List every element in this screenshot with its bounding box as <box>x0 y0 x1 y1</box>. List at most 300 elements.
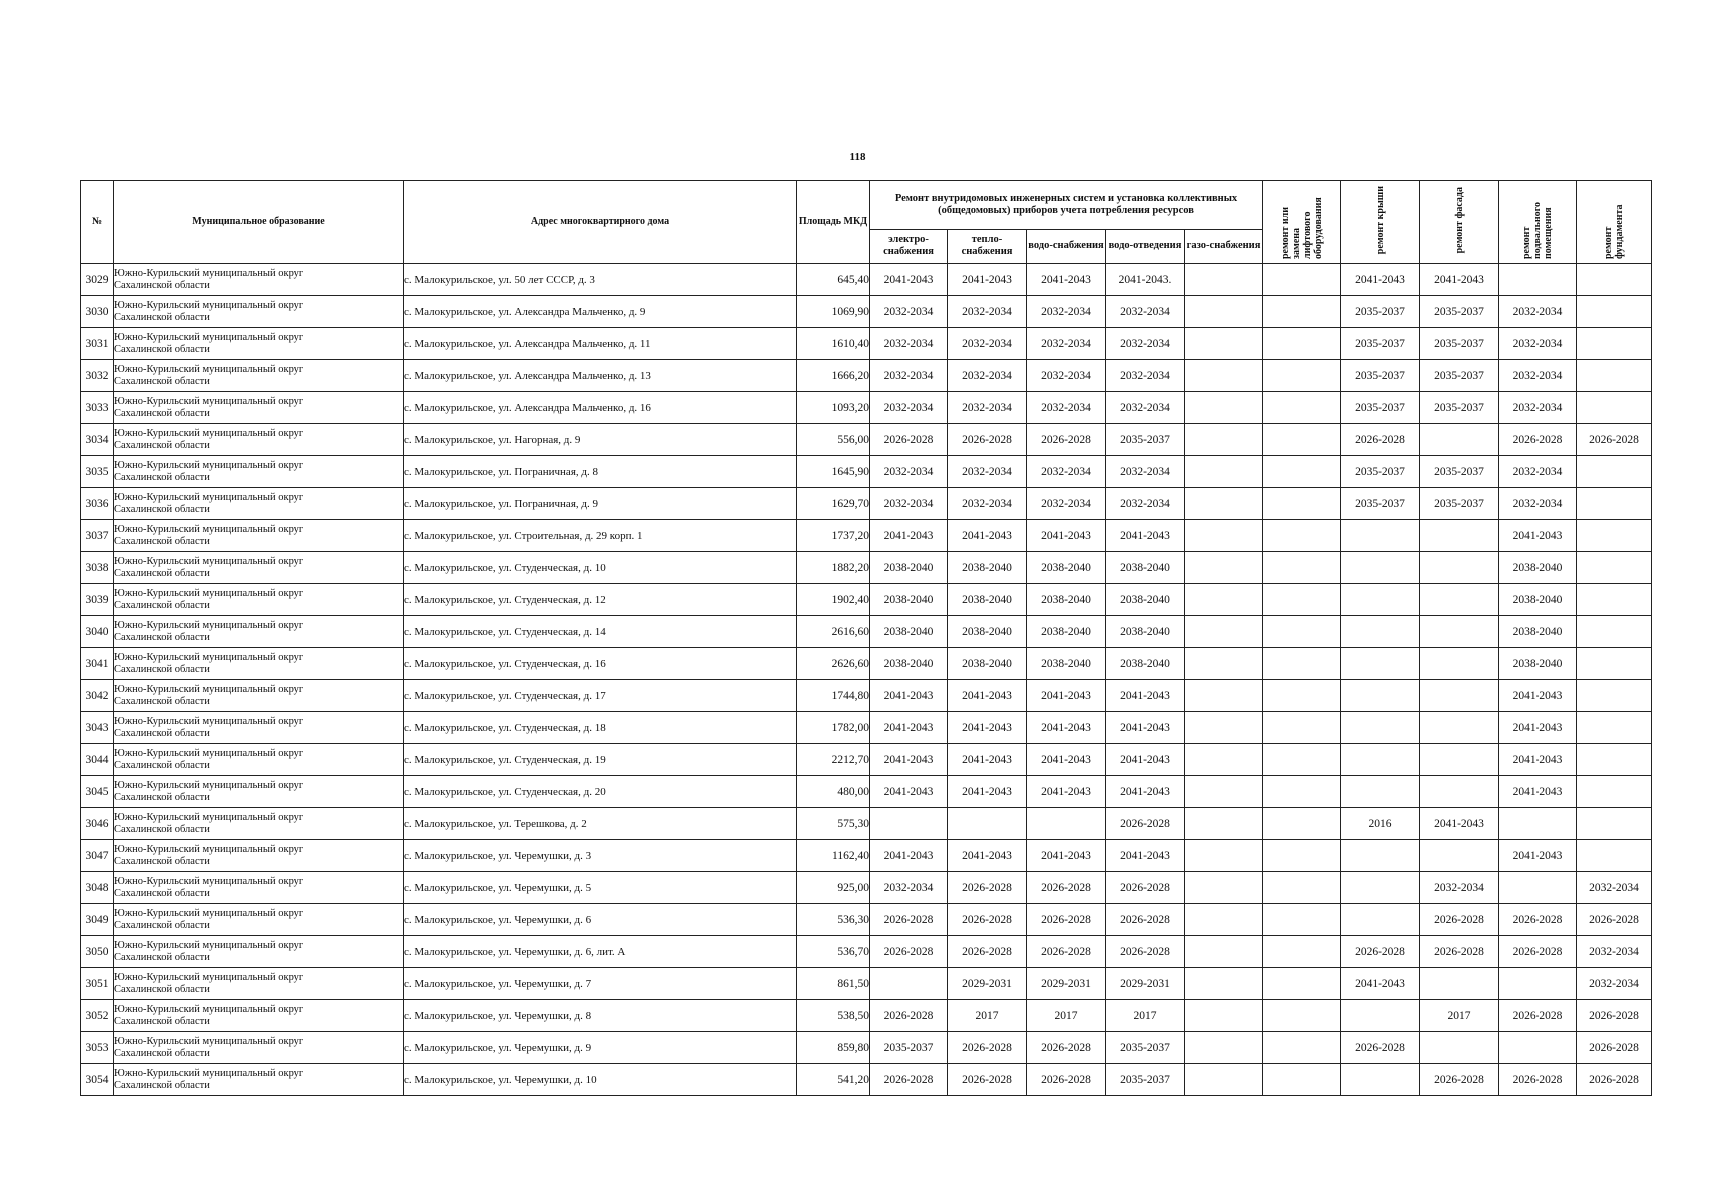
table-row <box>81 680 1652 712</box>
area-cell: 2626,60 <box>797 648 870 680</box>
gas-period-cell <box>1185 872 1263 904</box>
foundation-period-cell <box>1577 616 1652 648</box>
foundation-period-cell: 2032-2034 <box>1577 968 1652 1000</box>
electric-period-cell: 2032-2034 <box>870 296 948 328</box>
roof-period-cell: 2041-2043 <box>1341 968 1420 1000</box>
water-period-cell: 2032-2034 <box>1027 296 1106 328</box>
water-period-cell: 2041-2043 <box>1027 744 1106 776</box>
municipality-region: Сахалинской области <box>114 695 210 707</box>
row-number: 3043 <box>81 712 114 744</box>
area-cell: 1629,70 <box>797 488 870 520</box>
heat-period-cell: 2038-2040 <box>948 616 1027 648</box>
gas-period-cell <box>1185 616 1263 648</box>
electric-period-cell: 2041-2043 <box>870 520 948 552</box>
water-period-cell: 2038-2040 <box>1027 616 1106 648</box>
gas-period-cell <box>1185 584 1263 616</box>
area-cell: 1093,20 <box>797 392 870 424</box>
area-cell: 536,70 <box>797 936 870 968</box>
facade-period-cell: 2017 <box>1420 1000 1499 1032</box>
area-cell: 925,00 <box>797 872 870 904</box>
elevator-period-cell <box>1263 904 1341 936</box>
table-row <box>81 808 1652 840</box>
roof-period-cell <box>1341 712 1420 744</box>
water-period-cell: 2041-2043 <box>1027 776 1106 808</box>
area-cell: 1069,90 <box>797 296 870 328</box>
address-cell: с. Малокурильское, ул. 50 лет СССР, д. 3 <box>404 264 797 296</box>
municipality-name: Южно-Курильский муниципальный округ <box>114 299 304 311</box>
heat-period-cell: 2041-2043 <box>948 264 1027 296</box>
electric-period-cell: 2026-2028 <box>870 424 948 456</box>
row-number: 3044 <box>81 744 114 776</box>
heat-period-cell: 2041-2043 <box>948 840 1027 872</box>
basement-period-cell: 2026-2028 <box>1499 424 1577 456</box>
repair-schedule-table <box>80 180 1652 1096</box>
row-number: 3030 <box>81 296 114 328</box>
foundation-period-cell: 2026-2028 <box>1577 904 1652 936</box>
roof-period-cell: 2026-2028 <box>1341 936 1420 968</box>
facade-period-cell <box>1420 776 1499 808</box>
address-cell: с. Малокурильское, ул. Александра Мальченко, д. 9 <box>404 296 797 328</box>
elevator-period-cell <box>1263 264 1341 296</box>
municipality-cell <box>114 648 404 680</box>
row-number: 3045 <box>81 776 114 808</box>
heat-period-cell: 2041-2043 <box>948 712 1027 744</box>
water-period-cell <box>1027 808 1106 840</box>
water-period-cell: 2026-2028 <box>1027 936 1106 968</box>
foundation-period-cell <box>1577 296 1652 328</box>
sewer-period-cell: 2038-2040 <box>1106 648 1185 680</box>
address-cell: с. Малокурильское, ул. Студенческая, д. 12 <box>404 584 797 616</box>
elevator-period-cell <box>1263 392 1341 424</box>
address-cell: с. Малокурильское, ул. Строительная, д. 29 корп. 1 <box>404 520 797 552</box>
elevator-period-cell <box>1263 808 1341 840</box>
foundation-period-cell <box>1577 392 1652 424</box>
municipality-name: Южно-Курильский муниципальный округ <box>114 491 304 503</box>
electric-period-cell: 2026-2028 <box>870 1000 948 1032</box>
area-cell: 1744,80 <box>797 680 870 712</box>
water-period-cell: 2026-2028 <box>1027 424 1106 456</box>
address-cell: с. Малокурильское, ул. Студенческая, д. 14 <box>404 616 797 648</box>
sewer-period-cell: 2041-2043 <box>1106 712 1185 744</box>
heat-period-cell: 2038-2040 <box>948 552 1027 584</box>
area-cell: 1737,20 <box>797 520 870 552</box>
roof-period-cell <box>1341 872 1420 904</box>
facade-period-cell: 2035-2037 <box>1420 488 1499 520</box>
municipality-cell <box>114 424 404 456</box>
municipality-cell <box>114 360 404 392</box>
facade-period-cell <box>1420 744 1499 776</box>
roof-period-cell <box>1341 616 1420 648</box>
municipality-cell <box>114 968 404 1000</box>
basement-period-cell: 2041-2043 <box>1499 840 1577 872</box>
row-number: 3050 <box>81 936 114 968</box>
row-number: 3048 <box>81 872 114 904</box>
water-period-cell: 2038-2040 <box>1027 648 1106 680</box>
heat-period-cell: 2041-2043 <box>948 776 1027 808</box>
area-cell: 1162,40 <box>797 840 870 872</box>
foundation-period-cell: 2026-2028 <box>1577 1032 1652 1064</box>
municipality-name: Южно-Курильский муниципальный округ <box>114 523 304 535</box>
address-cell: с. Малокурильское, ул. Студенческая, д. 10 <box>404 552 797 584</box>
address-cell: с. Малокурильское, ул. Черемушки, д. 7 <box>404 968 797 1000</box>
elevator-period-cell <box>1263 1032 1341 1064</box>
heat-period-cell: 2017 <box>948 1000 1027 1032</box>
area-cell: 2616,60 <box>797 616 870 648</box>
header-basement: ремонт подвального помещения <box>1499 181 1577 264</box>
facade-period-cell <box>1420 680 1499 712</box>
roof-period-cell <box>1341 904 1420 936</box>
basement-period-cell: 2041-2043 <box>1499 712 1577 744</box>
municipality-name: Южно-Курильский муниципальный округ <box>114 843 304 855</box>
water-period-cell: 2032-2034 <box>1027 488 1106 520</box>
municipality-cell <box>114 936 404 968</box>
foundation-period-cell <box>1577 648 1652 680</box>
gas-period-cell <box>1185 840 1263 872</box>
municipality-name: Южно-Курильский муниципальный округ <box>114 619 304 631</box>
municipality-region: Сахалинской области <box>114 1015 210 1027</box>
sewer-period-cell: 2017 <box>1106 1000 1185 1032</box>
elevator-period-cell <box>1263 456 1341 488</box>
area-cell: 480,00 <box>797 776 870 808</box>
sewer-period-cell: 2032-2034 <box>1106 296 1185 328</box>
electric-period-cell <box>870 968 948 1000</box>
heat-period-cell: 2029-2031 <box>948 968 1027 1000</box>
foundation-period-cell <box>1577 328 1652 360</box>
water-period-cell: 2041-2043 <box>1027 680 1106 712</box>
municipality-name: Южно-Курильский муниципальный округ <box>114 1067 304 1079</box>
table-row <box>81 648 1652 680</box>
roof-period-cell: 2016 <box>1341 808 1420 840</box>
municipality-cell <box>114 840 404 872</box>
roof-period-cell <box>1341 520 1420 552</box>
elevator-period-cell <box>1263 616 1341 648</box>
table-row <box>81 616 1652 648</box>
table-row <box>81 840 1652 872</box>
sewer-period-cell: 2041-2043 <box>1106 776 1185 808</box>
foundation-period-cell <box>1577 488 1652 520</box>
gas-period-cell <box>1185 552 1263 584</box>
facade-period-cell <box>1420 968 1499 1000</box>
gas-period-cell <box>1185 808 1263 840</box>
electric-period-cell: 2038-2040 <box>870 616 948 648</box>
basement-period-cell: 2032-2034 <box>1499 328 1577 360</box>
basement-period-cell: 2038-2040 <box>1499 616 1577 648</box>
roof-period-cell <box>1341 1000 1420 1032</box>
municipality-name: Южно-Курильский муниципальный округ <box>114 395 304 407</box>
table-row <box>81 360 1652 392</box>
municipality-cell <box>114 264 404 296</box>
elevator-period-cell <box>1263 968 1341 1000</box>
table-row <box>81 488 1652 520</box>
area-cell: 1610,40 <box>797 328 870 360</box>
row-number: 3046 <box>81 808 114 840</box>
sewer-period-cell: 2041-2043 <box>1106 680 1185 712</box>
area-cell: 556,00 <box>797 424 870 456</box>
elevator-period-cell <box>1263 1064 1341 1096</box>
heat-period-cell: 2026-2028 <box>948 936 1027 968</box>
foundation-period-cell: 2026-2028 <box>1577 1064 1652 1096</box>
municipality-region: Сахалинской области <box>114 887 210 899</box>
address-cell: с. Малокурильское, ул. Пограничная, д. 9 <box>404 488 797 520</box>
table-header <box>81 181 1652 264</box>
area-cell: 1782,00 <box>797 712 870 744</box>
gas-period-cell <box>1185 392 1263 424</box>
municipality-cell <box>114 328 404 360</box>
elevator-period-cell <box>1263 328 1341 360</box>
municipality-name: Южно-Курильский муниципальный округ <box>114 939 304 951</box>
table-row <box>81 456 1652 488</box>
electric-period-cell: 2032-2034 <box>870 360 948 392</box>
header-engineering-systems: Ремонт внутридомовых инженерных систем и установка коллективных (общедомовых) приборов учета потребления ресурсов <box>870 181 1263 230</box>
municipality-region: Сахалинской области <box>114 567 210 579</box>
basement-period-cell: 2026-2028 <box>1499 1064 1577 1096</box>
heat-period-cell: 2026-2028 <box>948 1032 1027 1064</box>
basement-period-cell: 2032-2034 <box>1499 456 1577 488</box>
sewer-period-cell: 2041-2043 <box>1106 744 1185 776</box>
header-facade: ремонт фасада <box>1420 181 1499 264</box>
area-cell: 861,50 <box>797 968 870 1000</box>
elevator-period-cell <box>1263 680 1341 712</box>
elevator-period-cell <box>1263 520 1341 552</box>
elevator-period-cell <box>1263 648 1341 680</box>
basement-period-cell <box>1499 808 1577 840</box>
foundation-period-cell <box>1577 840 1652 872</box>
basement-period-cell: 2032-2034 <box>1499 488 1577 520</box>
facade-period-cell <box>1420 520 1499 552</box>
electric-period-cell: 2026-2028 <box>870 904 948 936</box>
header-area: Площадь МКД <box>797 181 870 264</box>
address-cell: с. Малокурильское, ул. Черемушки, д. 9 <box>404 1032 797 1064</box>
table-row <box>81 520 1652 552</box>
basement-period-cell <box>1499 1032 1577 1064</box>
row-number: 3054 <box>81 1064 114 1096</box>
address-cell: с. Малокурильское, ул. Нагорная, д. 9 <box>404 424 797 456</box>
facade-period-cell: 2026-2028 <box>1420 1064 1499 1096</box>
address-cell: с. Малокурильское, ул. Александра Мальченко, д. 16 <box>404 392 797 424</box>
foundation-period-cell <box>1577 712 1652 744</box>
municipality-cell <box>114 808 404 840</box>
water-period-cell: 2026-2028 <box>1027 1032 1106 1064</box>
municipality-cell <box>114 456 404 488</box>
gas-period-cell <box>1185 680 1263 712</box>
sewer-period-cell: 2026-2028 <box>1106 936 1185 968</box>
row-number: 3038 <box>81 552 114 584</box>
sewer-period-cell: 2032-2034 <box>1106 456 1185 488</box>
header-elevator: ремонт или замена лифтового оборудования <box>1263 181 1341 264</box>
municipality-name: Южно-Курильский муниципальный округ <box>114 363 304 375</box>
municipality-region: Сахалинской области <box>114 823 210 835</box>
basement-period-cell <box>1499 968 1577 1000</box>
sewer-period-cell: 2032-2034 <box>1106 392 1185 424</box>
municipality-region: Сахалинской области <box>114 631 210 643</box>
electric-period-cell: 2041-2043 <box>870 264 948 296</box>
municipality-name: Южно-Курильский муниципальный округ <box>114 907 304 919</box>
area-cell: 538,50 <box>797 1000 870 1032</box>
gas-period-cell <box>1185 296 1263 328</box>
elevator-period-cell <box>1263 296 1341 328</box>
sewer-period-cell: 2038-2040 <box>1106 552 1185 584</box>
gas-period-cell <box>1185 968 1263 1000</box>
municipality-region: Сахалинской области <box>114 407 210 419</box>
header-gas: газо-снабжения <box>1185 229 1263 263</box>
row-number: 3051 <box>81 968 114 1000</box>
table-row <box>81 1064 1652 1096</box>
elevator-period-cell <box>1263 936 1341 968</box>
electric-period-cell: 2038-2040 <box>870 648 948 680</box>
table-row <box>81 968 1652 1000</box>
sewer-period-cell: 2026-2028 <box>1106 904 1185 936</box>
basement-period-cell: 2041-2043 <box>1499 776 1577 808</box>
municipality-region: Сахалинской области <box>114 311 210 323</box>
sewer-period-cell: 2041-2043. <box>1106 264 1185 296</box>
electric-period-cell: 2041-2043 <box>870 744 948 776</box>
municipality-cell <box>114 616 404 648</box>
water-period-cell: 2041-2043 <box>1027 840 1106 872</box>
sewer-period-cell: 2026-2028 <box>1106 808 1185 840</box>
facade-period-cell: 2035-2037 <box>1420 392 1499 424</box>
heat-period-cell: 2038-2040 <box>948 648 1027 680</box>
header-water: водо-снабжения <box>1027 229 1106 263</box>
row-number: 3036 <box>81 488 114 520</box>
gas-period-cell <box>1185 264 1263 296</box>
municipality-region: Сахалинской области <box>114 855 210 867</box>
header-foundation: ремонт фундамента <box>1577 181 1652 264</box>
water-period-cell: 2032-2034 <box>1027 392 1106 424</box>
facade-period-cell <box>1420 584 1499 616</box>
foundation-period-cell <box>1577 776 1652 808</box>
row-number: 3041 <box>81 648 114 680</box>
heat-period-cell: 2026-2028 <box>948 904 1027 936</box>
header-sewer: водо-отведения <box>1106 229 1185 263</box>
facade-period-cell <box>1420 1032 1499 1064</box>
facade-period-cell: 2026-2028 <box>1420 904 1499 936</box>
address-cell: с. Малокурильское, ул. Александра Мальченко, д. 11 <box>404 328 797 360</box>
facade-period-cell: 2035-2037 <box>1420 360 1499 392</box>
basement-period-cell: 2026-2028 <box>1499 904 1577 936</box>
basement-period-cell: 2038-2040 <box>1499 552 1577 584</box>
row-number: 3032 <box>81 360 114 392</box>
row-number: 3053 <box>81 1032 114 1064</box>
sewer-period-cell: 2026-2028 <box>1106 872 1185 904</box>
elevator-period-cell <box>1263 1000 1341 1032</box>
foundation-period-cell <box>1577 264 1652 296</box>
heat-period-cell: 2032-2034 <box>948 296 1027 328</box>
table-row <box>81 392 1652 424</box>
facade-period-cell: 2035-2037 <box>1420 456 1499 488</box>
municipality-region: Сахалинской области <box>114 983 210 995</box>
area-cell: 1645,90 <box>797 456 870 488</box>
electric-period-cell: 2038-2040 <box>870 584 948 616</box>
basement-period-cell <box>1499 264 1577 296</box>
address-cell: с. Малокурильское, ул. Студенческая, д. 18 <box>404 712 797 744</box>
elevator-period-cell <box>1263 360 1341 392</box>
elevator-period-cell <box>1263 488 1341 520</box>
gas-period-cell <box>1185 456 1263 488</box>
municipality-region: Сахалинской области <box>114 375 210 387</box>
table-row <box>81 776 1652 808</box>
water-period-cell: 2026-2028 <box>1027 1064 1106 1096</box>
table-row <box>81 296 1652 328</box>
elevator-period-cell <box>1263 584 1341 616</box>
water-period-cell: 2038-2040 <box>1027 552 1106 584</box>
address-cell: с. Малокурильское, ул. Черемушки, д. 3 <box>404 840 797 872</box>
basement-period-cell: 2032-2034 <box>1499 296 1577 328</box>
address-cell: с. Малокурильское, ул. Студенческая, д. 19 <box>404 744 797 776</box>
roof-period-cell: 2035-2037 <box>1341 392 1420 424</box>
municipality-region: Сахалинской области <box>114 919 210 931</box>
basement-period-cell: 2041-2043 <box>1499 520 1577 552</box>
basement-period-cell: 2032-2034 <box>1499 392 1577 424</box>
foundation-period-cell <box>1577 360 1652 392</box>
foundation-period-cell: 2032-2034 <box>1577 872 1652 904</box>
facade-period-cell: 2026-2028 <box>1420 936 1499 968</box>
municipality-cell <box>114 488 404 520</box>
foundation-period-cell <box>1577 552 1652 584</box>
municipality-region: Сахалинской области <box>114 1047 210 1059</box>
municipality-name: Южно-Курильский муниципальный округ <box>114 971 304 983</box>
gas-period-cell <box>1185 328 1263 360</box>
roof-period-cell: 2035-2037 <box>1341 296 1420 328</box>
roof-period-cell <box>1341 840 1420 872</box>
foundation-period-cell: 2026-2028 <box>1577 424 1652 456</box>
roof-period-cell <box>1341 744 1420 776</box>
sewer-period-cell: 2032-2034 <box>1106 488 1185 520</box>
roof-period-cell: 2035-2037 <box>1341 360 1420 392</box>
municipality-name: Южно-Курильский муниципальный округ <box>114 811 304 823</box>
electric-period-cell: 2041-2043 <box>870 840 948 872</box>
electric-period-cell: 2026-2028 <box>870 1064 948 1096</box>
sewer-period-cell: 2035-2037 <box>1106 1064 1185 1096</box>
address-cell: с. Малокурильское, ул. Студенческая, д. 16 <box>404 648 797 680</box>
heat-period-cell: 2041-2043 <box>948 520 1027 552</box>
roof-period-cell <box>1341 776 1420 808</box>
gas-period-cell <box>1185 648 1263 680</box>
roof-period-cell <box>1341 680 1420 712</box>
municipality-cell <box>114 296 404 328</box>
municipality-region: Сахалинской области <box>114 471 210 483</box>
row-number: 3034 <box>81 424 114 456</box>
row-number: 3052 <box>81 1000 114 1032</box>
row-number: 3040 <box>81 616 114 648</box>
electric-period-cell: 2032-2034 <box>870 872 948 904</box>
sewer-period-cell: 2038-2040 <box>1106 616 1185 648</box>
row-number: 3042 <box>81 680 114 712</box>
facade-period-cell: 2032-2034 <box>1420 872 1499 904</box>
electric-period-cell: 2032-2034 <box>870 328 948 360</box>
heat-period-cell: 2026-2028 <box>948 1064 1027 1096</box>
area-cell: 1902,40 <box>797 584 870 616</box>
elevator-period-cell <box>1263 872 1341 904</box>
facade-period-cell: 2035-2037 <box>1420 296 1499 328</box>
table-row <box>81 552 1652 584</box>
address-cell: с. Малокурильское, ул. Александра Мальченко, д. 13 <box>404 360 797 392</box>
area-cell: 859,80 <box>797 1032 870 1064</box>
address-cell: с. Малокурильское, ул. Черемушки, д. 6 <box>404 904 797 936</box>
sewer-period-cell: 2041-2043 <box>1106 840 1185 872</box>
roof-period-cell: 2035-2037 <box>1341 488 1420 520</box>
gas-period-cell <box>1185 424 1263 456</box>
table-row <box>81 936 1652 968</box>
elevator-period-cell <box>1263 776 1341 808</box>
gas-period-cell <box>1185 1032 1263 1064</box>
heat-period-cell: 2032-2034 <box>948 392 1027 424</box>
foundation-period-cell: 2026-2028 <box>1577 1000 1652 1032</box>
municipality-region: Сахалинской области <box>114 343 210 355</box>
municipality-region: Сахалинской области <box>114 1079 210 1091</box>
row-number: 3035 <box>81 456 114 488</box>
municipality-cell <box>114 584 404 616</box>
municipality-region: Сахалинской области <box>114 791 210 803</box>
